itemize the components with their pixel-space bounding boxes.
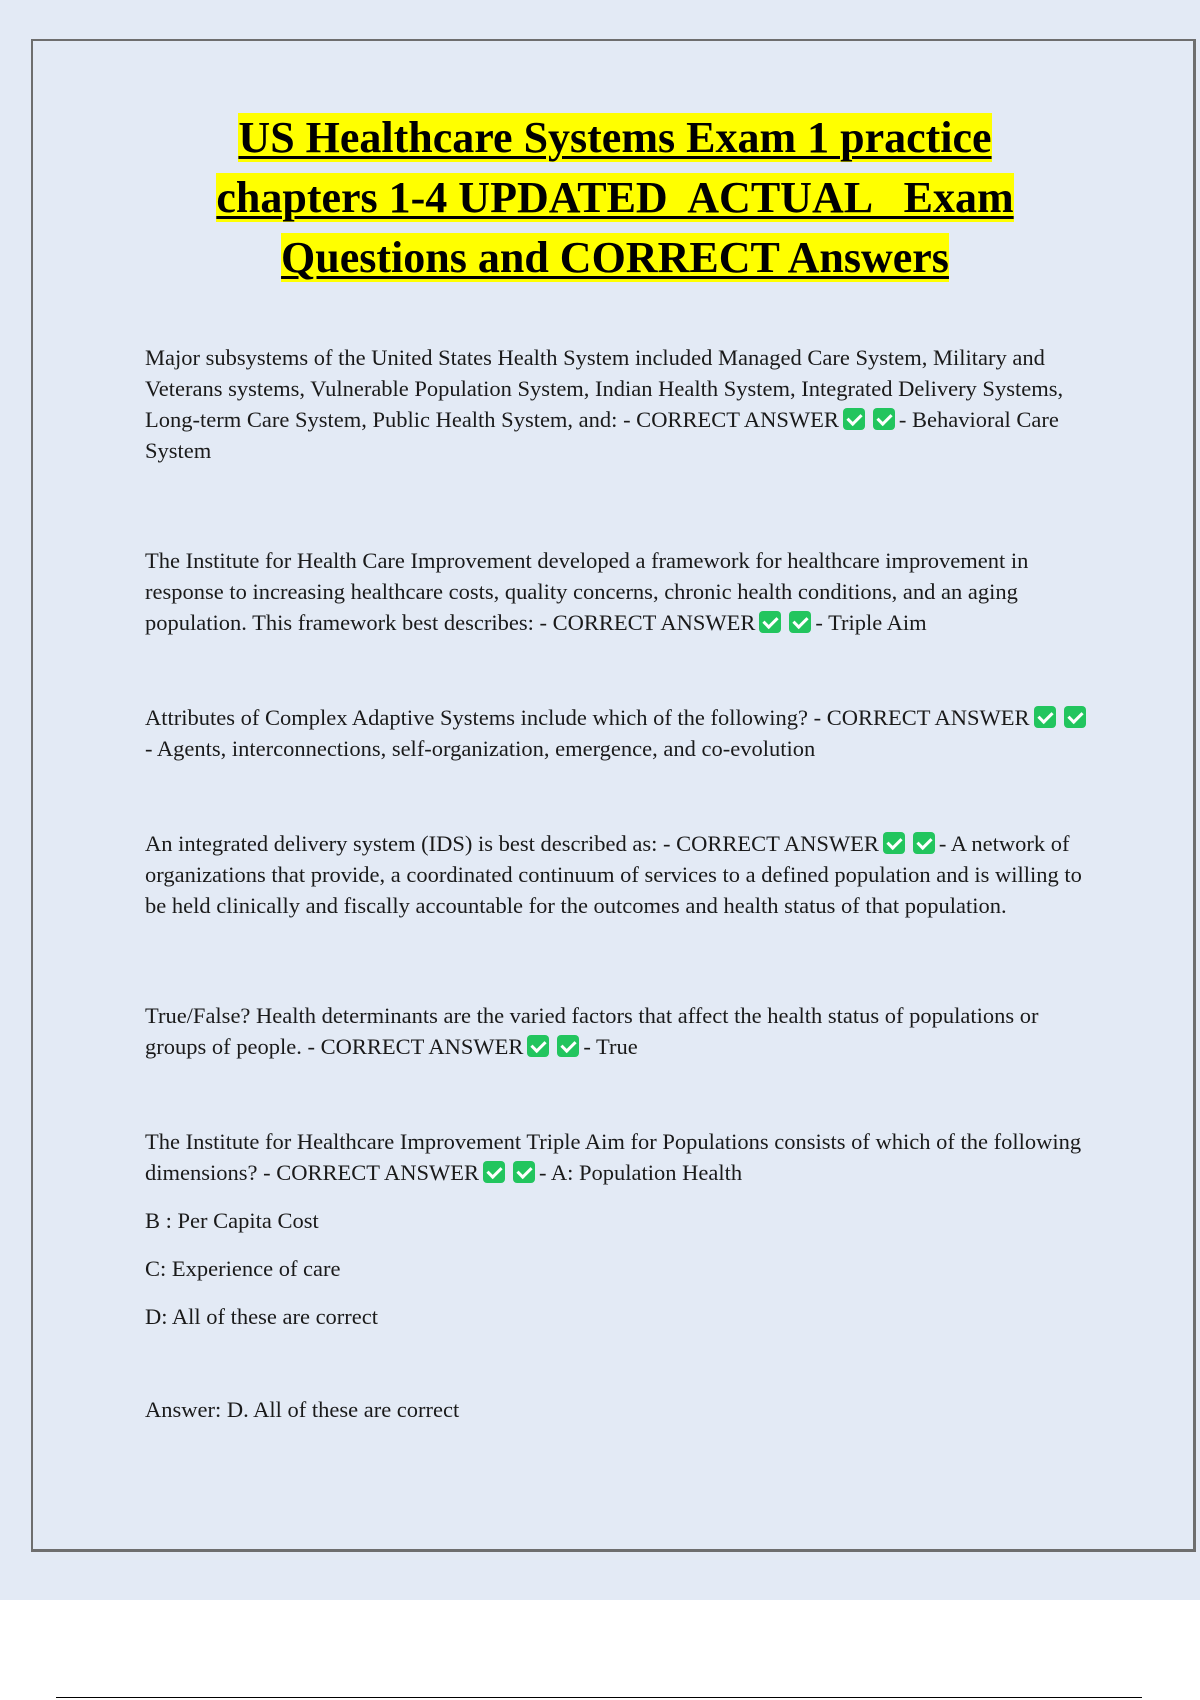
check-box-icon <box>483 1161 505 1183</box>
question-item <box>145 828 1090 921</box>
question-list <box>145 342 1090 1425</box>
question-item <box>145 545 1090 638</box>
question-prompt: Attributes of Complex Adaptive Systems include which of the following? <box>145 705 809 730</box>
question-prompt: An integrated delivery system (IDS) is best described as: <box>145 831 658 856</box>
question-item <box>145 1126 1090 1188</box>
answer-text: - True <box>583 1034 638 1059</box>
answer-text: - Triple Aim <box>815 610 927 635</box>
check-box-icon <box>883 832 905 854</box>
answer-text: - A network of organizations that provide, a coordinated continuum of services to a defined population and is willing to be held clinically and fiscally accountable for the outcomes and health status of that population. <box>145 831 1082 918</box>
answer-option: D: All of these are correct <box>145 1304 379 1329</box>
answer-marker: - CORRECT ANSWER <box>813 705 1030 730</box>
answer-option: C: Experience of care <box>145 1256 341 1281</box>
question-prompt: Major subsystems of the United States Health System included Managed Care System, Military and Veterans systems, Vulnerable Population System, Indian Health System, Integrated Delivery Systems, Long-term Care System, Public Health System, and: <box>145 345 1064 432</box>
check-box-icon <box>527 1035 549 1057</box>
check-box-icon <box>1064 706 1086 728</box>
check-box-icon <box>873 408 895 430</box>
check-box-icon <box>557 1035 579 1057</box>
answer-marker: - CORRECT ANSWER <box>307 1034 524 1059</box>
check-box-icon <box>759 611 781 633</box>
title-line-3: Questions and CORRECT Answers <box>281 233 949 282</box>
answer-option: B : Per Capita Cost <box>145 1208 319 1233</box>
question-prompt: The Institute for Healthcare Improvement Triple Aim for Populations consists of which of the following dimensions? <box>145 1129 1082 1185</box>
question-prompt: True/False? Health determinants are the varied factors that affect the health status of populations or groups of people. <box>145 1003 1039 1059</box>
check-box-icon <box>913 832 935 854</box>
answer-marker: - CORRECT ANSWER <box>623 407 839 432</box>
answer-text: - Agents, interconnections, self-organization, emergence, and co-evolution <box>145 736 816 761</box>
footer-rule <box>56 1697 1142 1698</box>
check-box-icon <box>789 611 811 633</box>
answer-marker: - CORRECT ANSWER <box>663 831 879 856</box>
question-item <box>145 1000 1090 1062</box>
title-line-1: US Healthcare Systems Exam 1 practice <box>238 113 992 162</box>
question-prompt: The Institute for Health Care Improvement developed a framework for healthcare improvement in response to increasing healthcare costs, quality concerns, chronic health conditions, and an aging population. This framework best describes: <box>145 548 1029 635</box>
answer-text: - A: Population Health <box>538 1160 743 1185</box>
final-answer: Answer: D. All of these are correct <box>145 1397 460 1422</box>
question-item <box>145 702 1090 764</box>
check-box-icon <box>843 408 865 430</box>
answer-text: - Behavioral Care System <box>145 407 1059 463</box>
answer-marker: - CORRECT ANSWER <box>539 610 756 635</box>
question-item <box>145 342 1090 466</box>
check-box-icon <box>1034 706 1056 728</box>
document-title <box>60 108 1170 288</box>
answer-marker: - CORRECT ANSWER <box>263 1160 479 1185</box>
check-box-icon <box>513 1161 535 1183</box>
title-line-2: chapters 1-4 UPDATED ACTUAL Exam <box>216 173 1014 222</box>
